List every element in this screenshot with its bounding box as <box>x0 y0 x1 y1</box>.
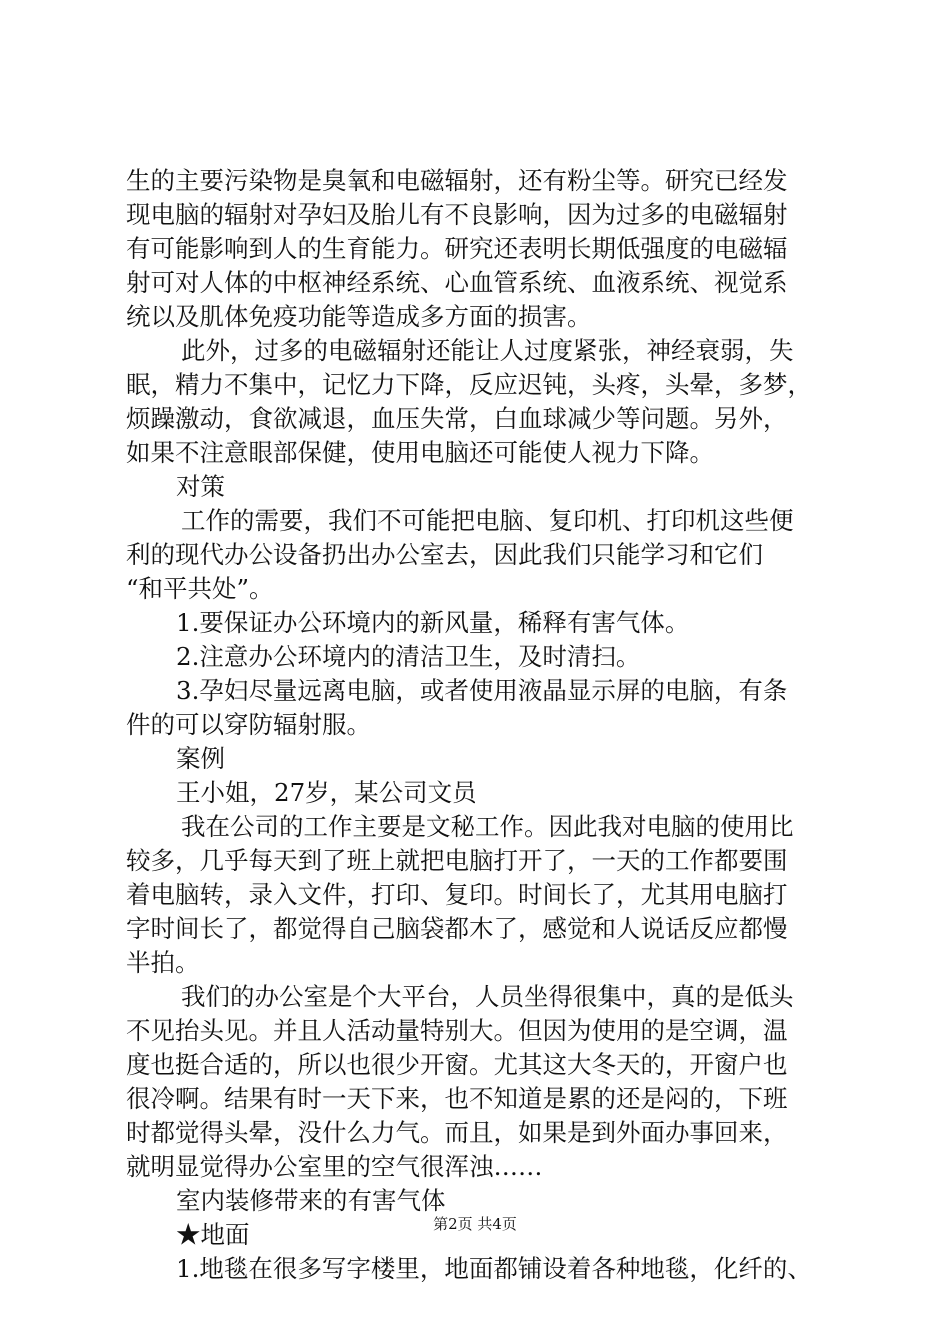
text-line: 半拍。 <box>126 948 200 977</box>
text-line: 现电脑的辐射对孕妇及胎儿有不良影响，因为过多的电磁辐射 <box>126 200 788 229</box>
text-line: 眠，精力不集中，记忆力下降，反应迟钝，头疼，头晕，多梦， <box>126 370 812 399</box>
text-line: 我在公司的工作主要是文秘工作。因此我对电脑的使用比 <box>181 812 794 841</box>
text-line: 我们的办公室是个大平台，人员坐得很集中，真的是低头 <box>181 982 794 1011</box>
text-line: 就明显觉得办公室里的空气很浑浊…… <box>126 1152 543 1181</box>
list-item: 2.注意办公环境内的清洁卫生，及时清扫。 <box>176 642 641 671</box>
text-line: 度也挺合适的，所以也很少开窗。尤其这大冬天的，开窗户也 <box>126 1050 788 1079</box>
section-heading: 室内装修带来的有害气体 <box>176 1186 446 1215</box>
case-subject: 王小姐，27岁，某公司文员 <box>176 778 477 807</box>
text-line: 不见抬头见。并且人活动量特别大。但因为使用的是空调，温 <box>126 1016 788 1045</box>
text-line: 烦躁激动，食欲减退，血压失常，白血球减少等问题。另外， <box>126 404 788 433</box>
text-line: 射可对人体的中枢神经系统、心血管系统、血液系统、视觉系 <box>126 268 788 297</box>
text-line: “和平共处”。 <box>126 574 274 603</box>
text-line: 利的现代办公设备扔出办公室去，因此我们只能学习和它们 <box>126 540 763 569</box>
list-item: 3.孕妇尽量远离电脑，或者使用液晶显示屏的电脑，有条 <box>176 676 788 705</box>
section-heading: 对策 <box>176 472 225 501</box>
text-line: 着电脑转，录入文件，打印、复印。时间长了，尤其用电脑打 <box>126 880 788 909</box>
text-line: 字时间长了，都觉得自己脑袋都木了，感觉和人说话反应都慢 <box>126 914 788 943</box>
text-line: 件的可以穿防辐射服。 <box>126 710 371 739</box>
page-footer: 第2页 共4页 <box>433 1215 517 1233</box>
text-line: 较多，几乎每天到了班上就把电脑打开了，一天的工作都要围 <box>126 846 788 875</box>
text-line: 此外，过多的电磁辐射还能让人过度紧张，神经衰弱，失 <box>181 336 794 365</box>
subsection-heading: ★地面 <box>176 1220 250 1249</box>
list-item: 1.地毯在很多写字楼里，地面都铺设着各种地毯，化纤的、 <box>176 1254 812 1283</box>
text-line: 生的主要污染物是臭氧和电磁辐射，还有粉尘等。研究已经发 <box>126 166 788 195</box>
text-line: 有可能影响到人的生育能力。研究还表明长期低强度的电磁辐 <box>126 234 788 263</box>
text-line: 很冷啊。结果有时一天下来，也不知道是累的还是闷的，下班 <box>126 1084 788 1113</box>
text-line: 统以及肌体免疫功能等造成多方面的损害。 <box>126 302 592 331</box>
text-line: 工作的需要，我们不可能把电脑、复印机、打印机这些便 <box>181 506 794 535</box>
list-item: 1.要保证办公环境内的新风量，稀释有害气体。 <box>176 608 690 637</box>
section-heading: 案例 <box>176 744 225 773</box>
text-line: 时都觉得头晕，没什么力气。而且，如果是到外面办事回来， <box>126 1118 788 1147</box>
text-line: 如果不注意眼部保健，使用电脑还可能使人视力下降。 <box>126 438 714 467</box>
document-body <box>126 164 838 1286</box>
